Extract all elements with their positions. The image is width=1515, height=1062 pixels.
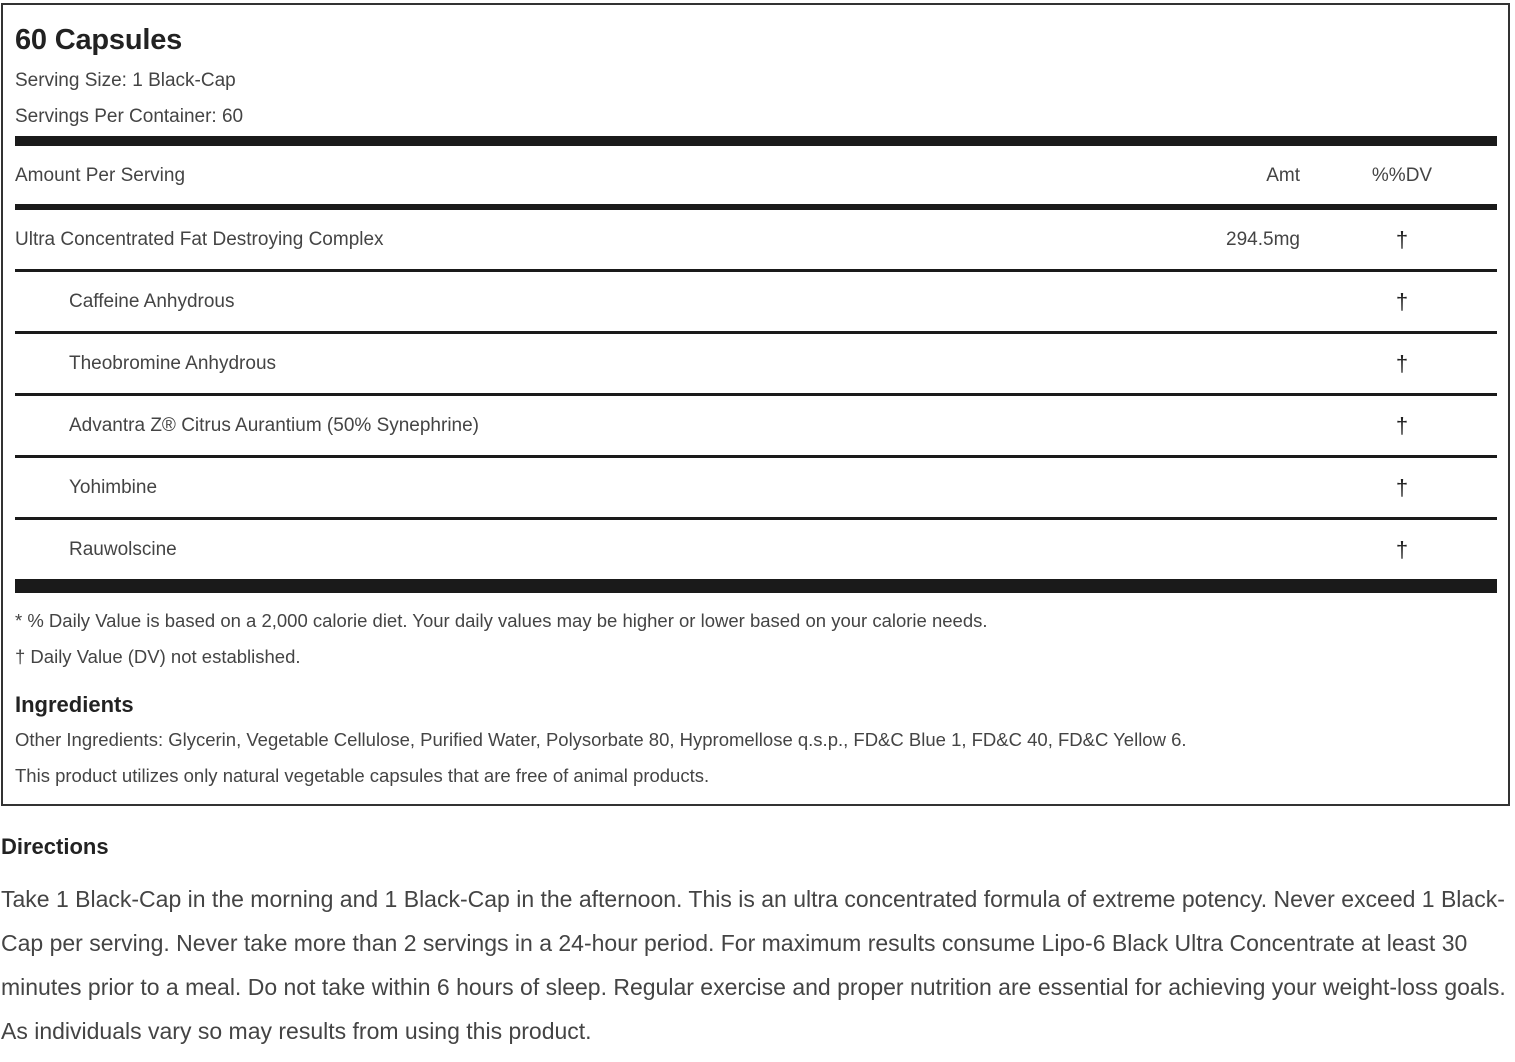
ingredient-name: Yohimbine (69, 477, 158, 498)
ingredient-amount: 294.5mg (1226, 229, 1300, 250)
capsule-count-title: 60 Capsules (15, 24, 183, 56)
ingredient-name: Theobromine Anhydrous (69, 353, 277, 374)
dagger-symbol: † (1395, 351, 1409, 376)
dagger-symbol: † (1395, 475, 1409, 500)
ingredient-name: Caffeine Anhydrous (69, 291, 235, 312)
amount-per-serving-header: Amount Per Serving (15, 165, 186, 186)
table-row (15, 467, 1497, 507)
dagger-symbol: † (1395, 537, 1409, 562)
table-row (15, 219, 1497, 259)
bottom-thick-divider (15, 579, 1497, 593)
servings-per-container: Servings Per Container: 60 (15, 106, 244, 127)
row-divider (15, 393, 1497, 396)
row-divider (15, 331, 1497, 334)
daily-value-footnote: * % Daily Value is based on a 2,000 calorie diet. Your daily values may be higher or lower based on your calorie needs. (15, 610, 988, 631)
dagger-symbol: † (1395, 289, 1409, 314)
supplement-facts-panel (1, 3, 1510, 806)
dagger-footnote: † Daily Value (DV) not established. (15, 646, 301, 667)
ingredient-name: Ultra Concentrated Fat Destroying Complex (15, 229, 384, 250)
ingredient-name: Rauwolscine (69, 539, 177, 560)
table-row (15, 529, 1497, 569)
table-header-row (15, 155, 1497, 195)
directions-heading: Directions (1, 834, 109, 859)
table-row (15, 405, 1497, 445)
top-thick-divider (15, 136, 1497, 146)
table-row (15, 343, 1497, 383)
directions-text: Take 1 Black-Cap in the morning and 1 Black-Cap in the afternoon. This is an ultra concentrated formula of extreme potency. Never exceed 1 Black-Cap per serving. Never take more than 2 servings in a 24-hour period. For maximum results consume Lipo-6 Black Ultra Concentrate at least 30 minutes prior to a meal. Do not take within 6 hours of sleep. Regular exercise and proper nutrition are essential for achieving your weight-loss goals. As individuals vary so may results from using this product. (1, 886, 1506, 1044)
ingredient-name: Advantra Z® Citrus Aurantium (50% Synephrine) (69, 415, 480, 436)
dv-column-header: %%DV (1371, 165, 1433, 186)
serving-size: Serving Size: 1 Black-Cap (15, 70, 236, 91)
other-ingredients: Other Ingredients: Glycerin, Vegetable Cellulose, Purified Water, Polysorbate 80, Hypromellose q.s.p., FD&C Blue 1, FD&C 40, FD&C Yellow 6. (15, 729, 1187, 750)
capsule-note: This product utilizes only natural vegetable capsules that are free of animal products. (15, 765, 710, 786)
row-divider (15, 517, 1497, 520)
row-divider (15, 269, 1497, 272)
dagger-symbol: † (1395, 413, 1409, 438)
row-divider (15, 455, 1497, 458)
table-row (15, 281, 1497, 321)
header-divider (15, 204, 1497, 210)
dagger-symbol: † (1395, 227, 1409, 252)
amt-column-header: Amt (1266, 165, 1300, 186)
ingredients-heading: Ingredients (15, 692, 134, 717)
